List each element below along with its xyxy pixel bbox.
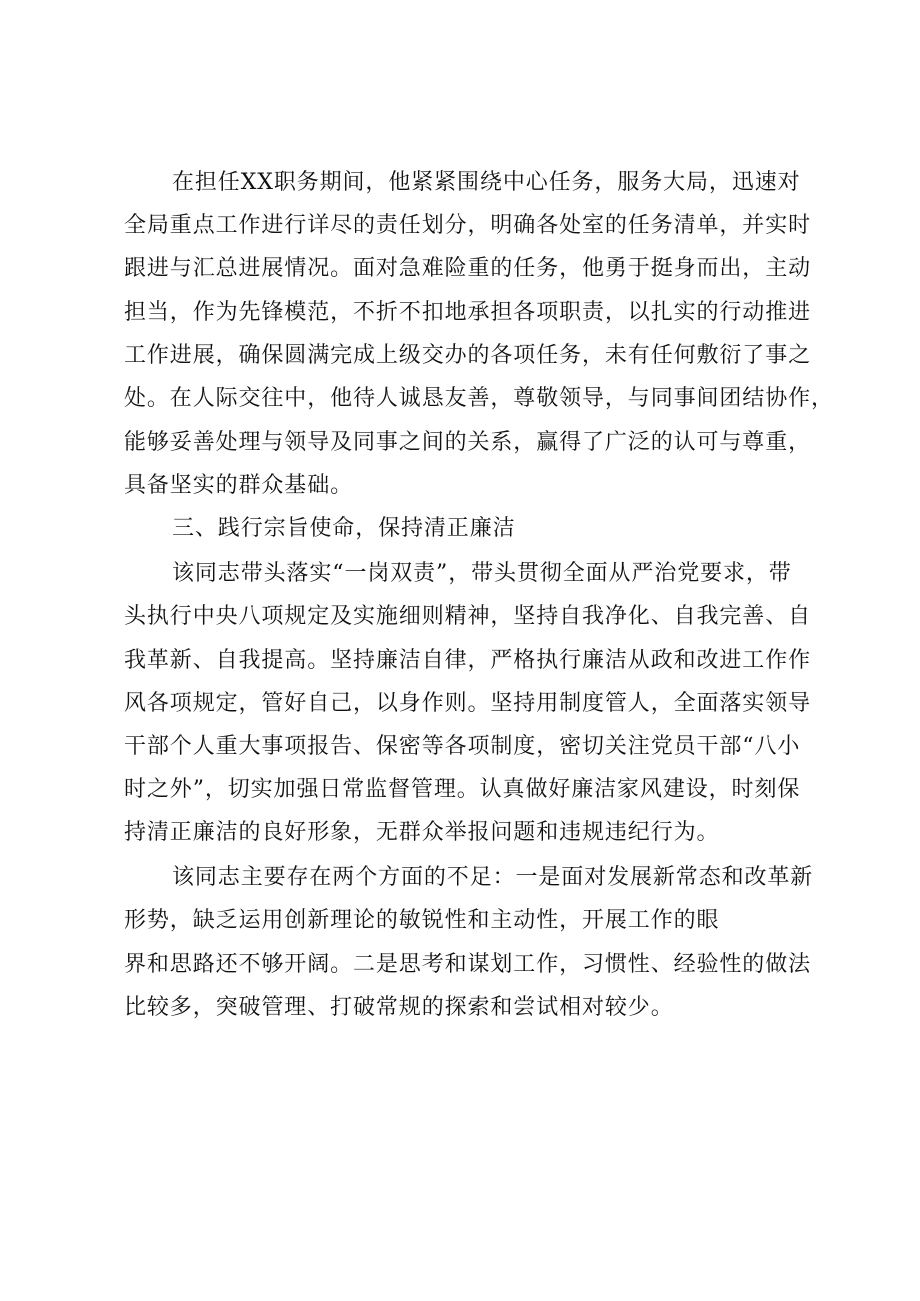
paragraph-2-line-7: 持清正廉洁的良好形象，无群众举报问题和违规违纪行为。 (124, 820, 720, 845)
paragraph-1-line-3: 跟进与汇总进展情况。面对急难险重的任务，他勇于挺身而出，主动 (124, 256, 812, 281)
paragraph-1-line-7: 能够妥善处理与领导及同事之间的关系，赢得了广泛的认可与尊重， (124, 430, 812, 455)
section-heading-3: 三、践行宗旨使命，保持清正廉洁 (172, 516, 516, 541)
paragraph-1-line-8: 具备坚实的群众基础。 (124, 473, 354, 498)
paragraph-2-line-3: 我革新、自我提高。坚持廉洁自律，严格执行廉洁从政和改进工作作 (124, 648, 812, 673)
paragraph-1-line-5: 工作进展，确保圆满完成上级交办的各项任务，未有任何敷衍了事之 (124, 343, 812, 368)
paragraph-2-line-6: 时之外”，切实加强日常监督管理。认真做好廉洁家风建设，时刻保 (124, 777, 801, 802)
paragraph-3-line-4: 比较多，突破管理、打破常规的探索和尝试相对较少。 (124, 995, 674, 1020)
paragraph-2-line-2: 头执行中央八项规定及实施细则精神，坚持自我净化、自我完善、自 (124, 604, 812, 629)
paragraph-2-line-5: 干部个人重大事项报告、保密等各项制度，密切关注党员干部“八小 (124, 734, 801, 759)
paragraph-3-line-1: 该同志主要存在两个方面的不足：一是面对发展新常态和改革新 (172, 865, 814, 890)
paragraph-3-line-3: 界和思路还不够开阔。二是思考和谋划工作，习惯性、经验性的做法 (124, 952, 812, 977)
paragraph-2-line-1: 该同志带头落实“一岗双责”，带头贯彻全面从严治党要求，带 (172, 561, 792, 586)
paragraph-3-line-2: 形势，缺乏运用创新理论的敏锐性和主动性，开展工作的眼 (124, 908, 720, 933)
paragraph-1-line-1: 在担任XX职务期间，他紧紧围绕中心任务，服务大局，迅速对 (172, 170, 801, 195)
paragraph-1-line-2: 全局重点工作进行详尽的责任划分，明确各处室的任务清单，并实时 (124, 213, 812, 238)
paragraph-1-line-6: 处。在人际交往中，他待人诚恳友善，尊敬领导，与同事间团结协作， (124, 386, 834, 411)
paragraph-1-line-4: 担当，作为先锋模范，不折不扣地承担各项职责，以扎实的行动推进 (124, 300, 812, 325)
paragraph-2-line-4: 风各项规定，管好自己，以身作则。坚持用制度管人，全面落实领导 (124, 691, 812, 716)
